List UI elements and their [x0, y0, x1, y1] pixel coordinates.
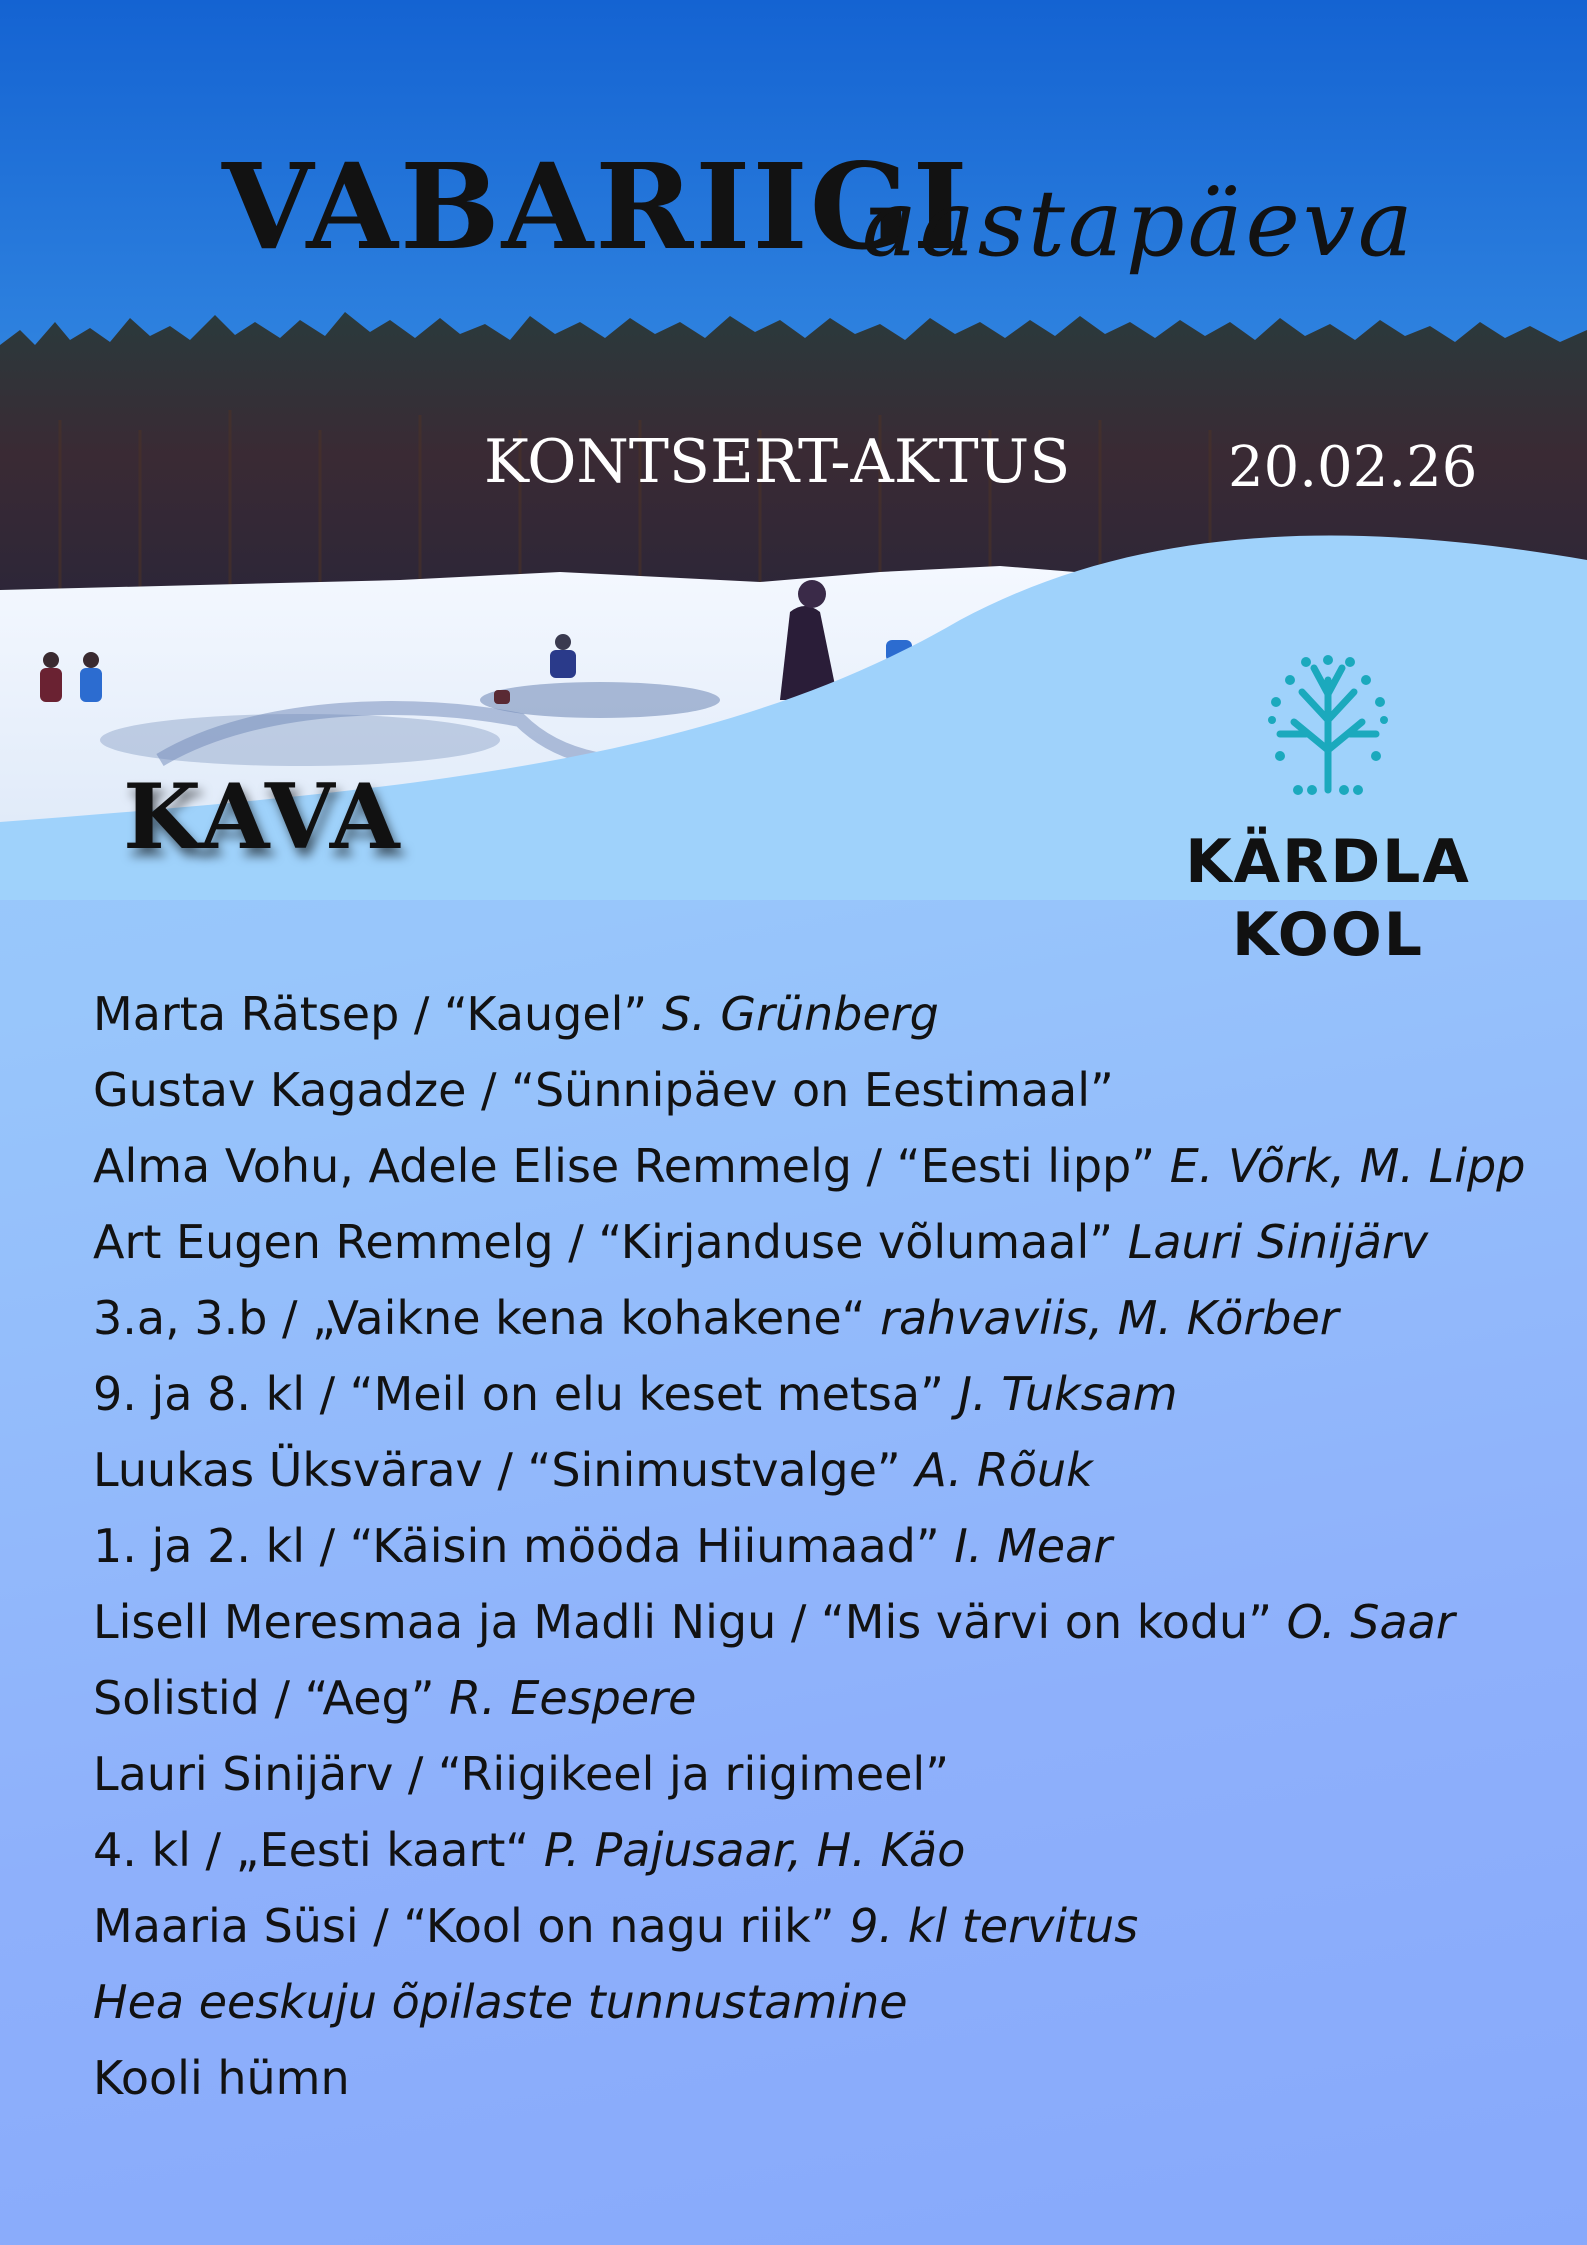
program-item-text: Lauri Sinijärv / “Riigikeel ja riigimeel” [93, 1747, 950, 1801]
program-item-author: P. Pajusaar, H. Käo [543, 1823, 966, 1877]
program-item-text: Solistid / “Aeg” [93, 1671, 450, 1725]
program-item [93, 1436, 1563, 1512]
program-item-text: Kooli hümn [93, 2051, 350, 2105]
program-item-text: 1. ja 2. kl / “Käisin mööda Hiiumaad” [93, 1519, 955, 1573]
program-item-author: E. Võrk, M. Lipp [1169, 1139, 1526, 1193]
program-item [93, 1284, 1563, 1360]
program-item [93, 2044, 1563, 2120]
program-item-author: J. Tuksam [958, 1367, 1178, 1421]
program-item [93, 1588, 1563, 1664]
program-item-text: Lisell Meresmaa ja Madli Nigu / “Mis värvi on kodu” [93, 1595, 1287, 1649]
tree-icon [1266, 650, 1390, 800]
event-name: KONTSERT-AKTUS [484, 427, 1071, 497]
program-item-author: Hea eeskuju õpilaste tunnustamine [93, 1975, 908, 2029]
logo-text-kardla: KÄRDLA [1185, 827, 1471, 897]
program-item-text: 3.a, 3.b / „Vaikne kena kohakene“ [93, 1291, 881, 1345]
program-item-author: rahvaviis, M. Körber [880, 1291, 1339, 1345]
title-vabariigi: VABARIIGI [222, 137, 970, 276]
program-item [93, 1664, 1563, 1740]
program-item-text: Maaria Süsi / “Kool on nagu riik” [93, 1899, 850, 1953]
program-item-text: 4. kl / „Eesti kaart“ [93, 1823, 544, 1877]
program-item-text: Gustav Kagadze / “Sünnipäev on Eestimaal” [93, 1063, 1114, 1117]
program-item [93, 1132, 1563, 1208]
program-item [93, 1208, 1563, 1284]
program-item-text: Alma Vohu, Adele Elise Remmelg / “Eesti lipp” [93, 1139, 1170, 1193]
program-item-author: I. Mear [954, 1519, 1113, 1573]
program-item-author: A. Rõuk [915, 1443, 1093, 1497]
title-aastapaeva: aastapäeva [862, 170, 1416, 277]
program-item-text: Art Eugen Remmelg / “Kirjanduse võlumaal” [93, 1215, 1128, 1269]
program-item-author: S. Grünberg [661, 987, 939, 1041]
program-item [93, 1816, 1563, 1892]
program-item [93, 1968, 1563, 2044]
program-item [93, 980, 1563, 1056]
program-item-text: 9. ja 8. kl / “Meil on elu keset metsa” [93, 1367, 959, 1421]
program-item-author: Lauri Sinijärv [1127, 1215, 1429, 1269]
program-item [93, 1512, 1563, 1588]
logo-text-kool: KOOL [1231, 900, 1425, 970]
program-item-text: Marta Rätsep / “Kaugel” [93, 987, 662, 1041]
program-item-author: R. Eespere [449, 1671, 697, 1725]
program-item [93, 1740, 1563, 1816]
program-item-text: Luukas Üksvärav / “Sinimustvalge” [93, 1443, 916, 1497]
program-item-author: 9. kl tervitus [849, 1899, 1139, 1953]
program-list [93, 980, 1563, 2120]
program-item-author: O. Saar [1286, 1595, 1455, 1649]
section-title-kava: KAVA [123, 764, 402, 870]
event-date: 20.02.26 [1228, 435, 1478, 500]
program-item [93, 1360, 1563, 1436]
school-logo [1178, 650, 1478, 970]
program-item [93, 1892, 1563, 1968]
program-item [93, 1056, 1563, 1132]
